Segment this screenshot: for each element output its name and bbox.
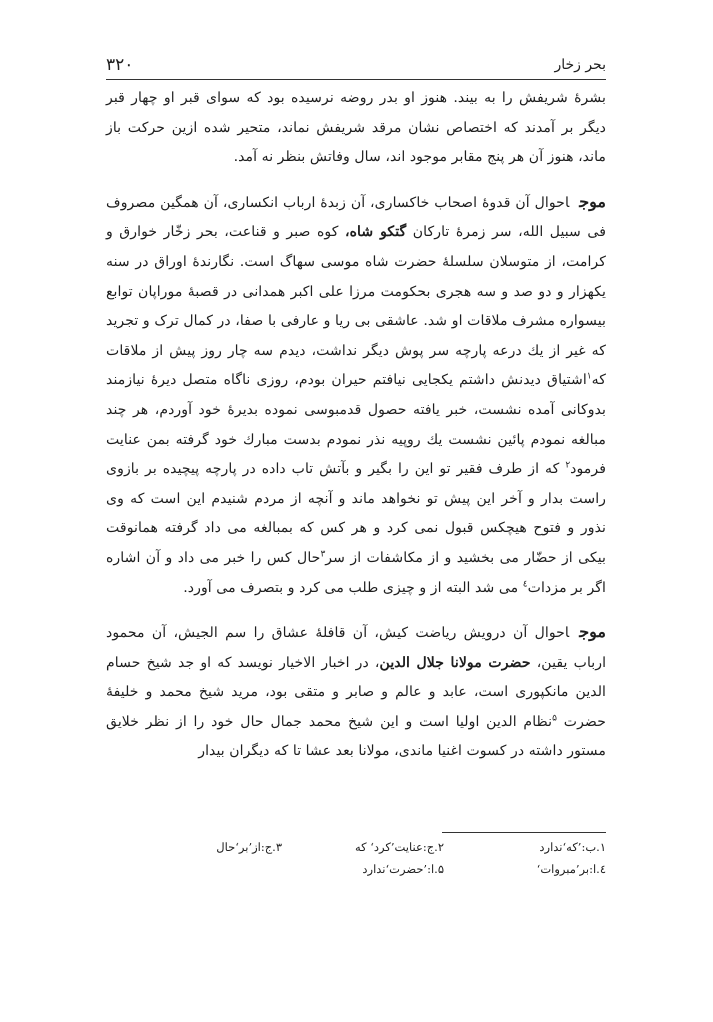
body-text — [106, 84, 606, 767]
footnote: ۱.ب:’که‘ندارد — [539, 840, 606, 854]
section-marker-mauj: موج — [579, 191, 606, 211]
paragraph-1: بشرهٔ شریفش را به بیند. هنوز او بدر روضه نرسیده بود که سوای قبر او چهار قبر دیگر بر آمدند که اختصاص نشان مرقد شریفش نماند، متحیر شده ازین حرکت باز ماند، هنوز آن هر پنج مقابر موجود اند، سال وفاتش بنظر نه آمد. — [106, 90, 606, 166]
paragraph-text: اشتیاق دیدنش داشتم یکجایی نیافتم حیران بودم، روزی ناگاه متصل دیرهٔ نیازمند بدوکانی آمده نشست، خبر یافته حصول قدمبوسی نموده بدیرهٔ خود آوردم، هر چند مبالغه نمودم پائین نشست یك روپیه نذر نمودم بدست مبارك خود گرفته بمن عنایت فرمود — [106, 372, 607, 478]
footnote: ۳.ج:از’بر‘حال — [216, 840, 282, 854]
footnote-ref: ۵ — [552, 713, 557, 724]
footnote-ref: ٤ — [522, 578, 528, 589]
footnote: ٤.ا:بر’مبروات‘ — [536, 862, 606, 876]
paragraph-text: کوه صبر و قناعت، بحر زخّار خوارق و کرامت، از متوسلان سلسلهٔ حضرت شاه موسی سهاگ است. نگارندهٔ اوراق در سنه یکهزار و دو صد و سه هجری بحکومت مرزا علی اکبر همدانی در قصبهٔ موراپان توابع بیسواره مشرف ملاقات او شد. عاشقی بی ریا و عارفی با صفا، در کمال ترک و تجرید که غیر از یك درعه پارچه سر پوش دیگر نداشت، دیدم سه چار روز پیش از ملاقات که — [106, 224, 606, 389]
footnotes — [106, 836, 606, 880]
paragraph-text: حال کس را خبر می داد و آن اشاره اگر بر مزدات — [106, 549, 606, 596]
paragraph-text: می شد البته از و چیزی طلب می کرد و بتصرف می آورد. — [183, 579, 519, 596]
running-header — [106, 55, 606, 77]
saint-name: گتکو شاه، — [344, 224, 407, 241]
footnote-ref: ۳ — [320, 549, 326, 560]
paragraph-text: نظام الدین اولیا است و این شیخ محمد جمال حال خود را از نظر خلایق مستور داشته در کسوت اغنیا ماندی، مولانا بعد عشا تا که دیگران بیدار — [106, 713, 606, 760]
paragraph-gap — [106, 173, 606, 187]
paragraph-2 — [106, 187, 606, 603]
paragraph-text: ، در اخبار الاخیار نویسد که او جد شیخ حسام الدین مانکپوری است، عابد و عالم و صابر و متقی بود، مرید شیخ محمد و خلیفهٔ حضرت — [106, 654, 606, 730]
saint-name: حضرت مولانا جلال الدین — [379, 654, 531, 671]
page-number: ۳۲۰ — [106, 55, 134, 75]
running-title: بحر زخار — [554, 57, 606, 73]
footnote: ۵.ا:’حضرت‘ندارد — [362, 862, 444, 876]
paragraph-text: که از طرف فقیر تو این را بگیر و بآتش تاب داده در پارچه پیچیده بر بازوی راست بدار و آخر این پیش تو نخواهد ماند و آنچه از مردم شنیدم این است که وی نذور و فتوح هیچکس قبول نمی کرد و هر کس که بمبالغه می داد گرفته همانوقت بیکی از حضّار می بخشید و از مکاشفات از سر — [106, 461, 606, 566]
paragraph-gap — [106, 603, 606, 617]
paragraph-text: احوال آن قدوهٔ اصحاب خاکساری، آن زبدهٔ ارباب انکساری، آن همگین مصروف فی سبیل الله، سر زمرهٔ تارکان — [106, 194, 606, 241]
header-rule — [106, 79, 606, 80]
footnote-row — [106, 836, 606, 858]
footnote-ref: ۱ — [586, 371, 592, 382]
footnote: ۲.ج:عنایت’کرد‘ که — [354, 840, 444, 854]
footnote-row — [106, 858, 606, 880]
section-marker-mauj: موج — [579, 622, 606, 642]
paragraph-3 — [106, 617, 606, 767]
paragraph-text: احوال آن درویش ریاضت کیش، آن قافلهٔ عشاق را سم الجیش، آن محمود ارباب یقین، — [106, 625, 607, 671]
footnote-rule — [442, 832, 606, 833]
footnote-ref: ۲ — [565, 460, 571, 471]
